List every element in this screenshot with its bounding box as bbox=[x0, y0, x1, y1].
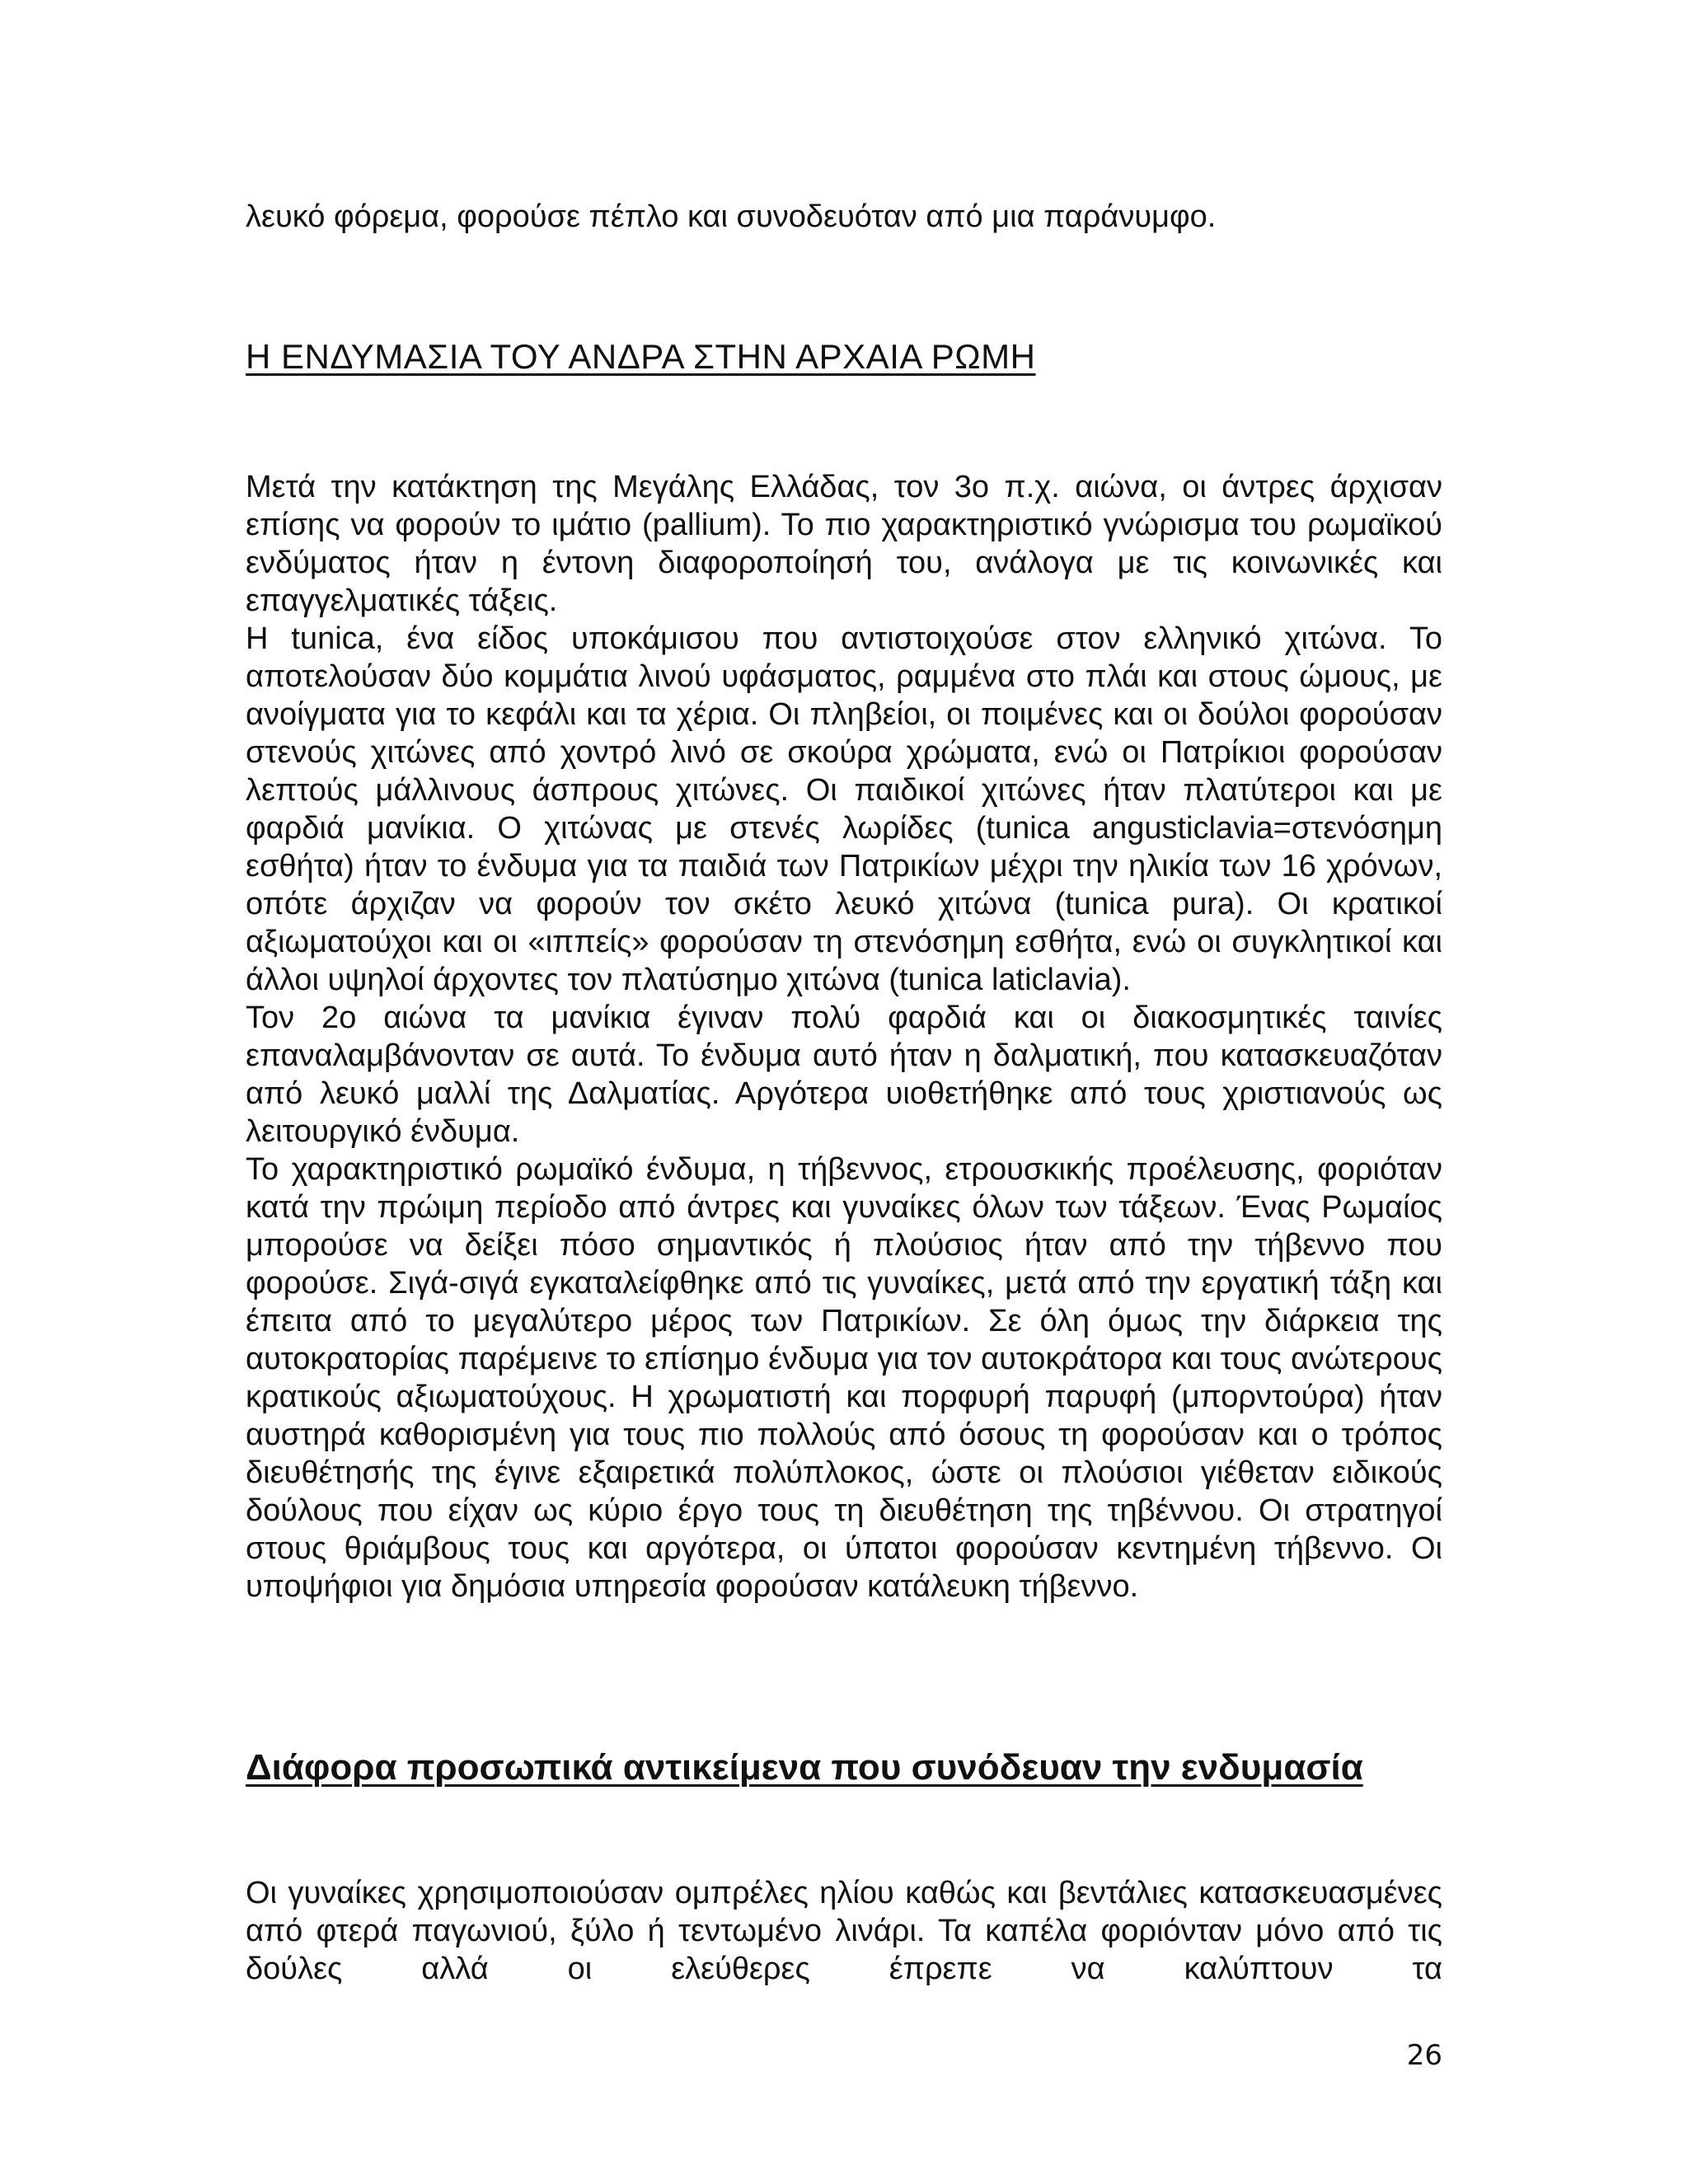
paragraph: Μετά την κατάκτηση της Μεγάλης Ελλάδας, τον 3ο π.χ. αιώνα, οι άντρες άρχισαν επίσης να φορούν το ιμάτιο (pallium). Το πιο χαρακτηριστικό γνώρισμα του ρωμαϊκού ενδύματος ήταν η έντονη διαφοροποίησή του, ανάλογα με τις κοινωνικές και επαγγελματικές τάξεις. bbox=[246, 470, 1442, 618]
continued-paragraph: λευκό φόρεμα, φορούσε πέπλο και συνοδευόταν από μια παράνυμφο. bbox=[246, 199, 1217, 234]
section-body-personal-items bbox=[246, 1874, 1442, 1988]
paragraph: Η tunica, ένα είδος υποκάμισου που αντιστοιχούσε στον ελληνικό χιτώνα. Το αποτελούσαν δύο κομμάτια λινού υφάσματος, ραμμένα στο πλάι και στους ώμους, με ανοίγματα για το κεφάλι και τα χέρια. Οι πληβείοι, οι ποιμένες και οι δούλοι φορούσαν στενούς χιτώνες από χοντρό λινό σε σκούρα χρώματα, ενώ οι Πατρίκιοι φορούσαν λεπτούς μάλλινους άσπρους χιτώνες. Οι παιδικοί χιτώνες ήταν πλατύτεροι και με φαρδιά μανίκια. Ο χιτώνας με στενές λωρίδες (tunica angusticlavia=στενόσημη εσθήτα) ήταν το ένδυμα για τα παιδιά των Πατρικίων μέχρι την ηλικία των 16 χρόνων, οπότε άρχιζαν να φορούν τον σκέτο λευκό χιτώνα (tunica pura). Οι κρατικοί αξιωματούχοι και οι «ιππείς» φορούσαν τη στενόσημη εσθήτα, ενώ οι συγκλητικοί και άλλοι υψηλοί άρχοντες τον πλατύσημο χιτώνα (tunica laticlavia). bbox=[246, 621, 1442, 997]
section-body-men-clothing bbox=[246, 468, 1442, 1605]
page-number: 26 bbox=[1406, 2039, 1442, 2072]
paragraph: Οι γυναίκες χρησιμοποιούσαν ομπρέλες ηλίου καθώς και βεντάλιες κατασκευασμένες από φτερά παγωνιού, ξύλο ή τεντωμένο λινάρι. Τα καπέλα φοριόνταν μόνο από τις δούλες αλλά οι ελεύθερες έπρεπε να καλύπτουν τα bbox=[246, 1876, 1442, 1986]
paragraph: Τον 2ο αιώνα τα μανίκια έγιναν πολύ φαρδιά και οι διακοσμητικές ταινίες επαναλαμβάνονταν σε αυτά. Το ένδυμα αυτό ήταν η δαλματική, που κατασκευαζόταν από λευκό μαλλί της Δαλματίας. Αργότερα υιοθετήθηκε από τους χριστιανούς ως λειτουργικό ένδυμα. bbox=[246, 1001, 1442, 1149]
section-heading-personal-items: Διάφορα προσωπικά αντικείμενα που συνόδευαν την ενδυμασία bbox=[246, 1747, 1363, 1788]
paragraph: Το χαρακτηριστικό ρωμαϊκό ένδυμα, η τήβεννος, ετρουσκικής προέλευσης, φοριόταν κατά την πρώιμη περίοδο από άντρες και γυναίκες όλων των τάξεων. Ένας Ρωμαίος μπορούσε να δείξει πόσο σημαντικός ή πλούσιος ήταν από την τήβεννο που φορούσε. Σιγά-σιγά εγκαταλείφθηκε από τις γυναίκες, μετά από την εργατική τάξη και έπειτα από το μεγαλύτερο μέρος των Πατρικίων. Σε όλη όμως την διάρκεια της αυτοκρατορίας παρέμεινε το επίσημο ένδυμα για τον αυτοκράτορα και τους ανώτερους κρατικούς αξιωματούχους. Η χρωματιστή και πορφυρή παρυφή (μπορντούρα) ήταν αυστηρά καθορισμένη για τους πιο πολλούς από όσους τη φορούσαν και ο τρόπος διευθέτησής της έγινε εξαιρετικά πολύπλοκος, ώστε οι πλούσιοι γιέθεταν ειδικούς δούλους που είχαν ως κύριο έργο τους τη διευθέτηση της τηβέννου. Οι στρατηγοί στους θριάμβους τους και αργότερα, οι ύπατοι φορούσαν κεντημένη τήβεννο. Οι υποψήφιοι για δημόσια υπηρεσία φορούσαν κατάλευκη τήβεννο. bbox=[246, 1152, 1442, 1604]
section-heading-men-clothing: Η ΕΝΔΥΜΑΣΙΑ ΤΟΥ ΑΝΔΡΑ ΣΤΗΝ ΑΡΧΑΙΑ ΡΩΜΗ bbox=[246, 337, 1036, 376]
